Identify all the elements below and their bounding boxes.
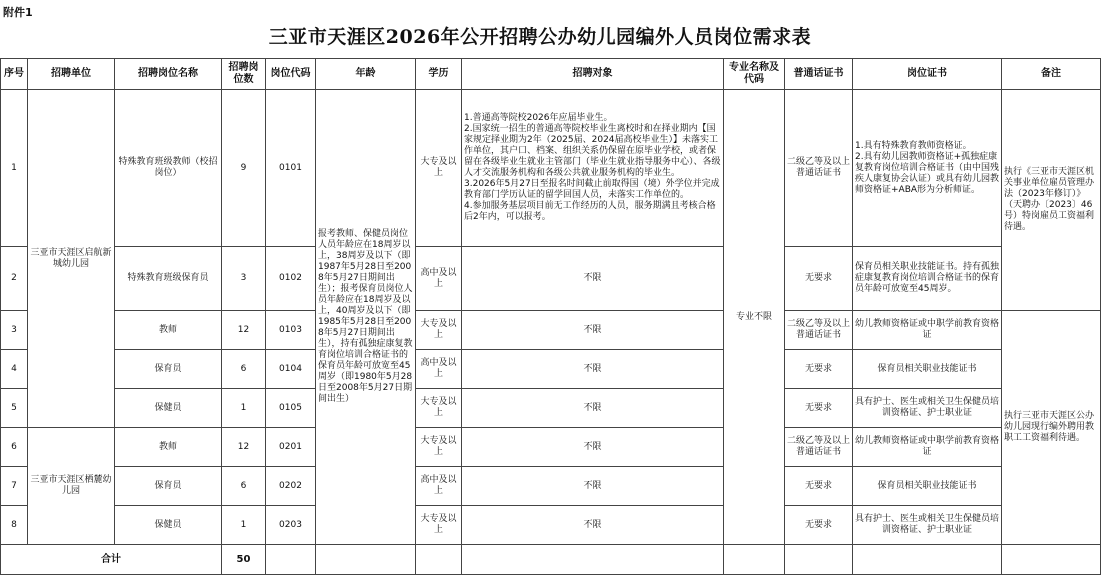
header-target: 招聘对象 <box>462 59 724 90</box>
row-certificate: 保育员相关职业技能证书 <box>853 467 1002 506</box>
row-education: 高中及以上 <box>416 350 462 389</box>
total-label: 合计 <box>1 545 222 575</box>
unit-cell: 三亚市天涯区栖麓幼儿园 <box>28 428 115 545</box>
header-unit: 招聘单位 <box>28 59 115 90</box>
empty-cell <box>462 545 724 575</box>
header-row <box>1 59 1101 90</box>
major-cell: 专业不限 <box>724 90 785 545</box>
row-certificate: 具有护士、医生或相关卫生保健员培训资格证、护士职业证 <box>853 506 1002 545</box>
row-certificate: 保育员相关职业技能证书。持有孤独症康复教育岗位培训合格证书的保育员年龄可放宽至45周岁。 <box>853 247 1002 311</box>
row-count: 12 <box>222 311 266 350</box>
row-count: 1 <box>222 506 266 545</box>
row-code: 0203 <box>266 506 316 545</box>
row-seq: 7 <box>1 467 28 506</box>
row-target: 不限 <box>462 247 724 311</box>
row-mandarin: 二级乙等及以上普通话证书 <box>785 311 853 350</box>
empty-cell <box>416 545 462 575</box>
row-seq: 6 <box>1 428 28 467</box>
header-education: 学历 <box>416 59 462 90</box>
row-count: 6 <box>222 467 266 506</box>
target-cell: 1.普通高等院校2026年应届毕业生。 2.国家统一招生的普通高等院校毕业生离校时和在择业期内【国家规定择业期为2年（2025届、2024届高校毕业生）】未落实工作单位，其户口、档案、组织关系仍保留在原毕业学校，或者保留在各级毕业生就业主管部门（毕业生就业指导服务中心）、各级人才交流服务机构和各级公共就业服务机构的毕业生。 3.2026年5月27日至报名时间截止前取得国（境）外学位并完成教育部门学历认证的留学回国人员，未落实工作单位的。 4.参加服务基层项目前无工作经历的人员，服务期满且考核合格后2年内，可以报考。 <box>462 90 724 247</box>
row-mandarin: 无要求 <box>785 350 853 389</box>
unit-cell: 三亚市天涯区启航新城幼儿园 <box>28 90 115 428</box>
row-education: 大专及以上 <box>416 311 462 350</box>
row-count: 12 <box>222 428 266 467</box>
empty-cell <box>724 545 785 575</box>
empty-cell <box>785 545 853 575</box>
table-row <box>1 467 1101 506</box>
table-row <box>1 350 1101 389</box>
row-mandarin: 无要求 <box>785 467 853 506</box>
row-seq: 3 <box>1 311 28 350</box>
row-target: 不限 <box>462 350 724 389</box>
table-row <box>1 311 1101 350</box>
table-row <box>1 90 1101 247</box>
row-count: 9 <box>222 90 266 247</box>
row-code: 0101 <box>266 90 316 247</box>
row-mandarin: 二级乙等及以上普通话证书 <box>785 428 853 467</box>
empty-cell <box>1002 545 1101 575</box>
table-row <box>1 389 1101 428</box>
row-education: 大专及以上 <box>416 506 462 545</box>
row-education: 大专及以上 <box>416 389 462 428</box>
row-seq: 2 <box>1 247 28 311</box>
remarks-cell: 执行三亚市天涯区公办幼儿园现行编外聘用教职工工资福利待遇。 <box>1002 311 1101 545</box>
row-mandarin: 二级乙等及以上普通话证书 <box>785 90 853 247</box>
age-cell: 报考教师、保健员岗位人员年龄应在18周岁以上，38周岁及以下（即1987年5月28日至2008年5月27日期间出生）；报考保育员岗位人员年龄应在18周岁及以上，40周岁及以下（即1985年5月28日至2008年5月27日期间出生），持有孤独症康复教育岗位培训合格证书的保育员年龄可放宽至45周岁（即1980年5月28日至2008年5月27日期间出生） <box>316 90 416 545</box>
row-seq: 1 <box>1 90 28 247</box>
row-education: 高中及以上 <box>416 467 462 506</box>
row-target: 不限 <box>462 428 724 467</box>
row-certificate: 幼儿教师资格证或中职学前教育资格证 <box>853 311 1002 350</box>
page-title: 三亚市天涯区2026年公开招聘公办幼儿园编外人员岗位需求表 <box>268 26 812 48</box>
header-certificate: 岗位证书 <box>853 59 1002 90</box>
header-remarks: 备注 <box>1002 59 1101 90</box>
table-row <box>1 247 1101 311</box>
row-code: 0104 <box>266 350 316 389</box>
row-education: 高中及以上 <box>416 247 462 311</box>
row-position: 保健员 <box>115 506 222 545</box>
row-mandarin: 无要求 <box>785 389 853 428</box>
table-row <box>1 506 1101 545</box>
row-seq: 4 <box>1 350 28 389</box>
remarks-cell: 执行《三亚市天涯区机关事业单位雇员管理办法（2023年修订）》（天聘办〔2023〕46号）特岗雇员工资福利待遇。 <box>1002 90 1101 311</box>
row-target: 不限 <box>462 467 724 506</box>
row-target: 不限 <box>462 389 724 428</box>
row-code: 0102 <box>266 247 316 311</box>
position-table <box>0 58 1101 575</box>
row-count: 1 <box>222 389 266 428</box>
header-mandarin: 普通话证书 <box>785 59 853 90</box>
row-target: 不限 <box>462 311 724 350</box>
row-position: 教师 <box>115 311 222 350</box>
empty-cell <box>316 545 416 575</box>
row-position: 特殊教育班级保育员 <box>115 247 222 311</box>
header-major: 专业名称及代码 <box>724 59 785 90</box>
header-code: 岗位代码 <box>266 59 316 90</box>
total-row <box>1 545 1101 575</box>
row-code: 0103 <box>266 311 316 350</box>
row-seq: 5 <box>1 389 28 428</box>
header-position: 招聘岗位名称 <box>115 59 222 90</box>
total-count: 50 <box>222 545 266 575</box>
empty-cell <box>853 545 1002 575</box>
row-code: 0202 <box>266 467 316 506</box>
row-certificate: 保育员相关职业技能证书 <box>853 350 1002 389</box>
row-target: 不限 <box>462 506 724 545</box>
row-count: 6 <box>222 350 266 389</box>
row-education: 大专及以上 <box>416 428 462 467</box>
header-age: 年龄 <box>316 59 416 90</box>
row-certificate: 1.具有特殊教育教师资格证。 2.具有幼儿园教师资格证+孤独症康复教育岗位培训合格证书（由中国残疾人康复协会认证）或具有幼儿园教师资格证+ABA形为分析师证。 <box>853 90 1002 247</box>
row-mandarin: 无要求 <box>785 506 853 545</box>
row-seq: 8 <box>1 506 28 545</box>
row-code: 0201 <box>266 428 316 467</box>
empty-cell <box>266 545 316 575</box>
row-position: 保育员 <box>115 350 222 389</box>
row-position: 保健员 <box>115 389 222 428</box>
attachment-label: 附件1 <box>3 6 33 19</box>
row-count: 3 <box>222 247 266 311</box>
row-education: 大专及以上 <box>416 90 462 247</box>
row-mandarin: 无要求 <box>785 247 853 311</box>
table-row <box>1 428 1101 467</box>
row-position: 保育员 <box>115 467 222 506</box>
row-certificate: 具有护士、医生或相关卫生保健员培训资格证、护士职业证 <box>853 389 1002 428</box>
header-seq: 序号 <box>1 59 28 90</box>
row-position: 特殊教育班级教师（校招岗位） <box>115 90 222 247</box>
row-code: 0105 <box>266 389 316 428</box>
header-count: 招聘岗位数 <box>222 59 266 90</box>
row-position: 教师 <box>115 428 222 467</box>
row-certificate: 幼儿教师资格证或中职学前教育资格证 <box>853 428 1002 467</box>
